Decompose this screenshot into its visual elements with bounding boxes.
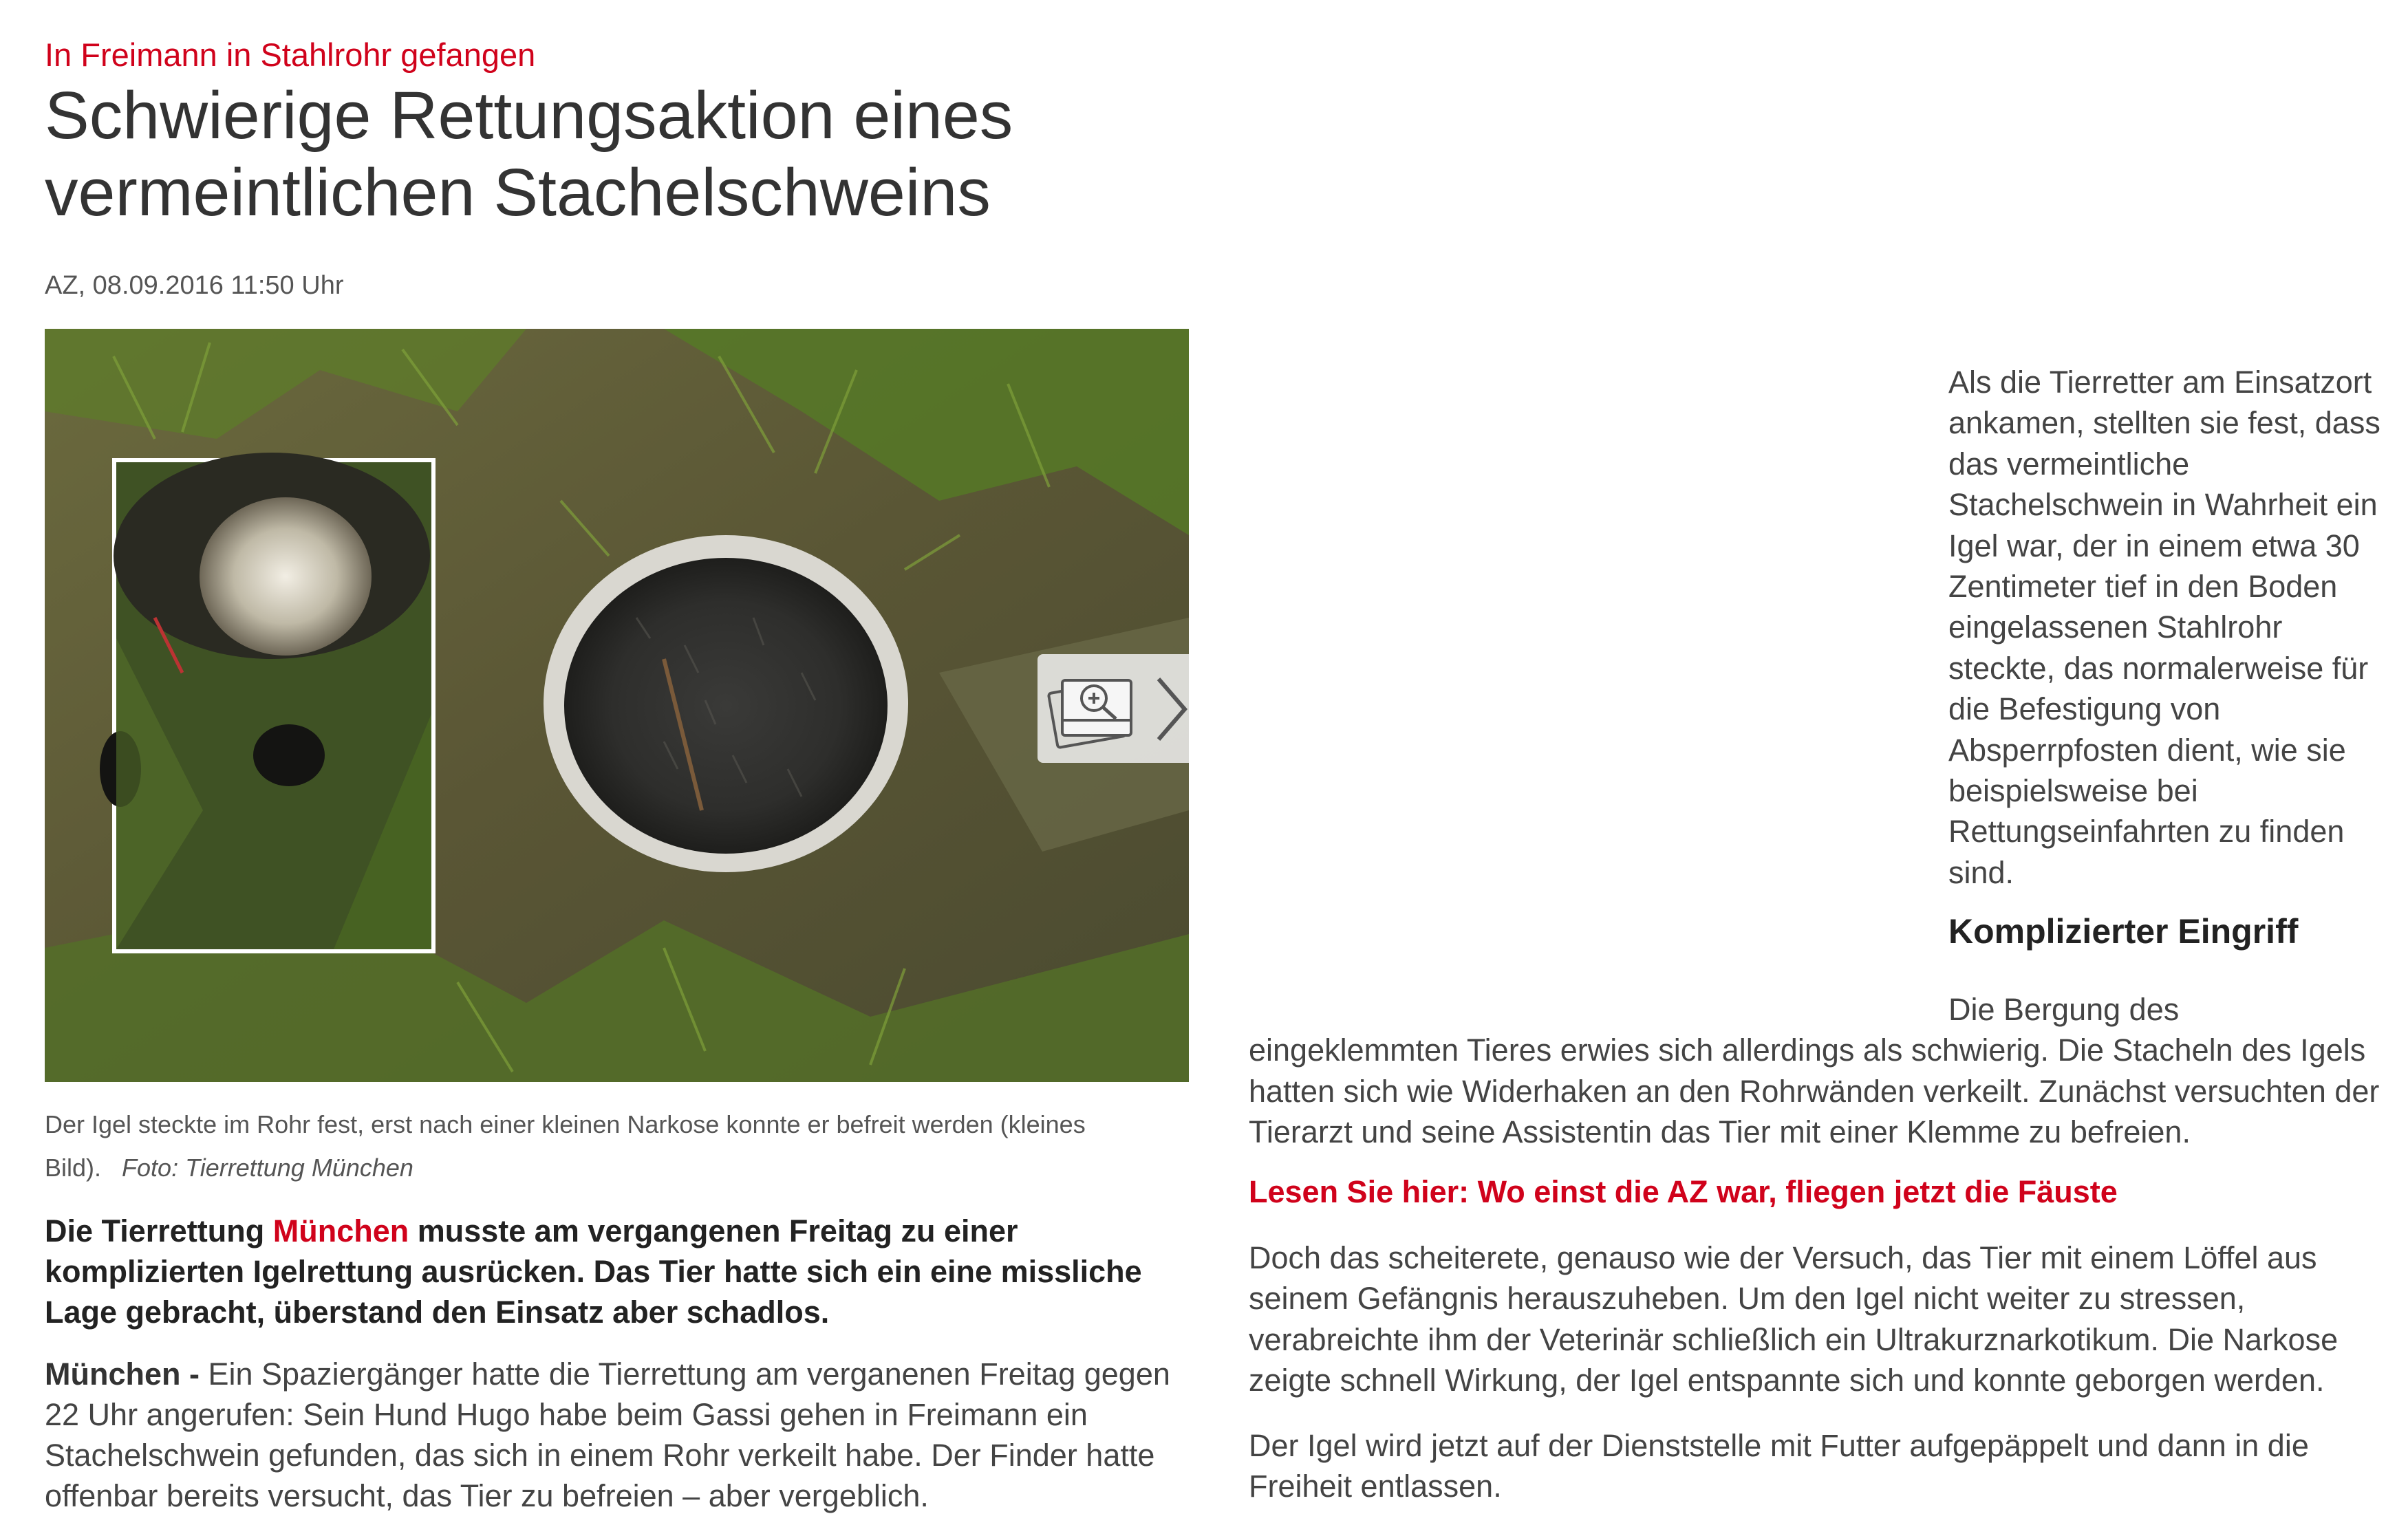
lead-text-end: musste am vergangenen Freitag zu einer komplizierten Igelrettung ausrücken. Das Tier hatte sich ein eine missliche Lage gebracht, überstand den Einsatz aber schadlos. [45, 1213, 1142, 1330]
city-link[interactable]: München [272, 1213, 409, 1248]
section-subheading: Komplizierter Eingriff [1948, 912, 2299, 951]
photo-credit: Foto: Tierrettung München [122, 1154, 413, 1182]
article-headline: Schwierige Rettungsaktion eines vermeintlichen Stachelschweins [45, 78, 1013, 230]
photo-caption [45, 1103, 1189, 1189]
article-kicker: In Freimann in Stahlrohr gefangen [45, 36, 536, 73]
article-dateline: AZ, 08.09.2016 11:50 Uhr [45, 271, 344, 300]
paragraph-bergung [1249, 989, 2391, 1153]
lead-text-start: Die Tierrettung [45, 1213, 273, 1248]
side-paragraph: Als die Tierretter am Einsatzort ankamen, stellten sie fest, dass das vermeintliche Stachelschwein in Wahrheit ein Igel war, der in einem etwa 30 Zentimeter tief in den Boden eingelassenen Stahlrohr steckte, das normalerweise für die Befestigung von Absperrpfosten dient, wie sie beispielsweise bei Rettungseinfahrten zu finden sind. [1948, 365, 2380, 890]
article-body-first [45, 1354, 1201, 1516]
paragraph-narkose: Doch das scheiterete, genauso wie der Versuch, das Tier mit einem Löffel aus seinem Gefängnis herauszuheben. Um den Igel nicht weiter zu stressen, verabreichte ihm der Veterinär schließlich ein Ultrakurznarkotikum. Die Narkose zeigte schnell Wirkung, der Igel entspannte sich und konnte geborgen werden. [1249, 1240, 2339, 1398]
caption-text: Der Igel steckte im Rohr fest, erst nach einer kleinen Narkose konnte er befreit werden (kleines Bild). [45, 1110, 1086, 1182]
hedgehog-photo-illustration [45, 329, 1189, 1082]
article-lead [45, 1211, 1201, 1332]
read-more-link[interactable]: Lesen Sie hier: Wo einst die AZ war, fliegen jetzt die Fäuste [1249, 1174, 2118, 1209]
body-first-text: Ein Spaziergänger hatte die Tierrettung am verganenen Freitag gegen 22 Uhr angerufen: Sein Hund Hugo habe beim Gassi gehen in Freimann ein Stachelschwein gefunden, das sich in einem Rohr verkeilt habe. Der Finder hatte offenbar bereits versucht, das Tier zu befreien – aber vergeblich. [45, 1356, 1170, 1513]
paragraph-first-line: Die Bergung des [1948, 992, 2180, 1027]
paragraph-freiheit: Der Igel wird jetzt auf der Dienststelle mit Futter aufgepäppelt und dann in die Freiheit entlassen. [1249, 1428, 2309, 1504]
paragraph-rest: eingeklemmten Tieres erwies sich allerdings als schwierig. Die Stacheln des Igels hatten sich wie Widerhaken an den Rohrwänden verkeilt. Zunächst versuchten der Tierarzt und seine Assistentin das Tier mit einer Klemme zu befreien. [1249, 1032, 2380, 1150]
gallery-button[interactable] [1038, 654, 1189, 763]
location-label: München - [45, 1356, 200, 1392]
article-photo[interactable] [45, 329, 1189, 1082]
